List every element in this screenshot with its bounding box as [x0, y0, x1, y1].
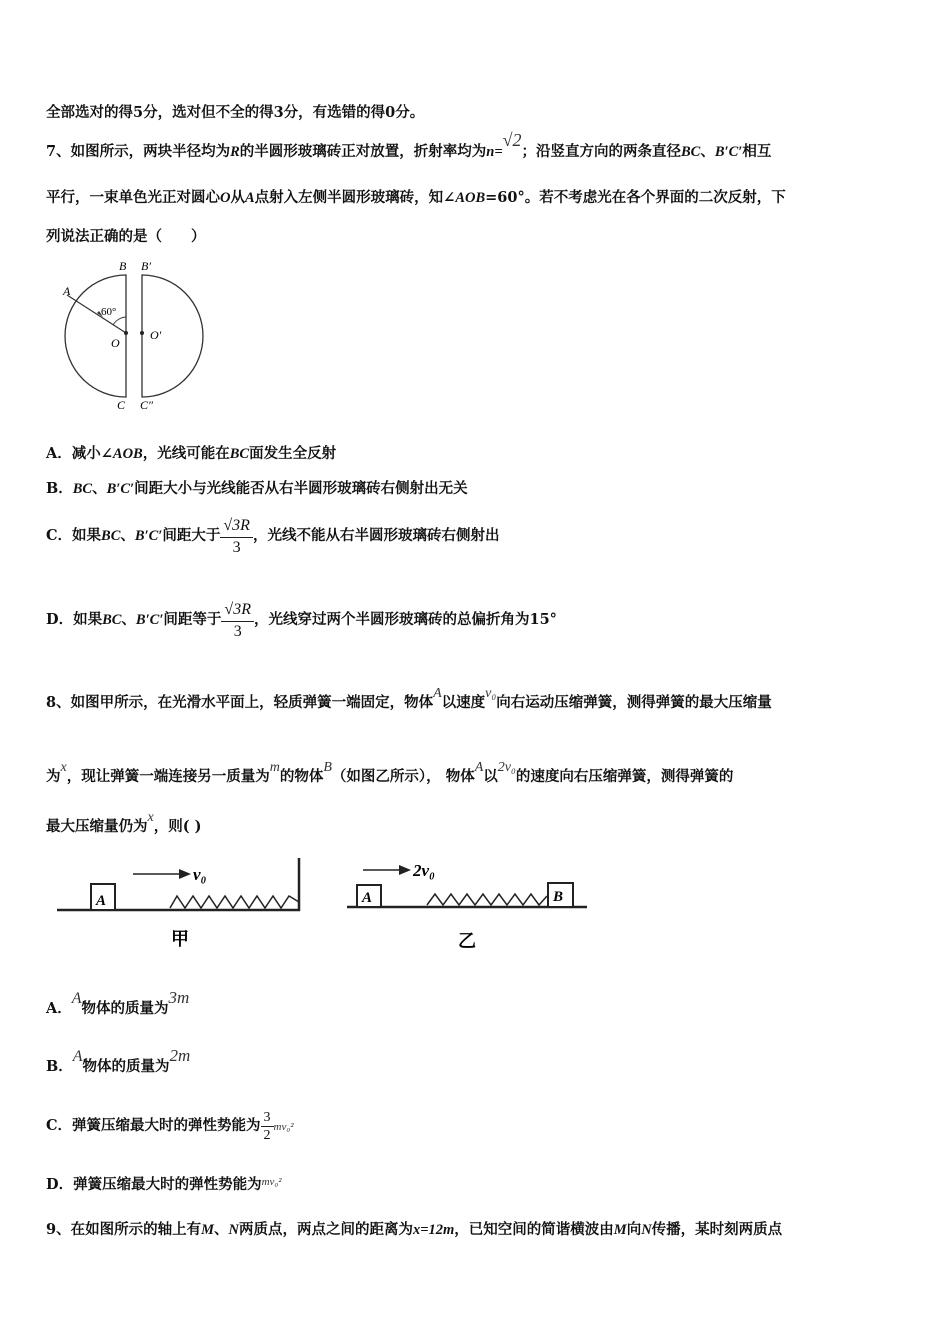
q9-n: N [228, 1222, 239, 1238]
frac-num: 3 [261, 1109, 274, 1127]
opt-text: A．减小∠ [46, 445, 113, 462]
q8-v0: v₀ [485, 686, 497, 701]
fraction-sqrt3r-over-3 [221, 599, 254, 642]
opt-text: 间距大小与光线能否从右半圆形玻璃砖右侧射出无关 [134, 480, 468, 497]
q8-a: A [474, 760, 484, 775]
q8-text: ，则( ) [153, 818, 202, 835]
opt-math: 3m [168, 988, 190, 1007]
q9-text: 传播，某时刻两质点 [651, 1221, 783, 1238]
frac-den: 3 [232, 538, 241, 556]
q8-text: 向右运动压缩弹簧，测得弹簧的最大压缩量 [496, 694, 772, 711]
frac-den: 2 [263, 1127, 271, 1143]
q7-text: 相互 [742, 143, 772, 160]
opt-text: 、 [121, 611, 136, 628]
intro-line: 全部选对的得5分，选对但不全的得3分，有选错的得0分。 [46, 104, 425, 121]
label-B: B [119, 259, 127, 273]
q7-bpcp: B′C′ [714, 144, 743, 160]
q7-aob: AOB [455, 190, 486, 206]
q8-option-d [46, 1170, 282, 1201]
opt-text: A． [46, 1000, 72, 1017]
q9-text: 、 [214, 1221, 229, 1238]
velocity-label: v₀ [193, 865, 207, 884]
q9-m: M [613, 1222, 627, 1238]
q7-line3: 列说法正确的是（ ） [46, 228, 206, 245]
q8-text: 的物体 [279, 768, 324, 785]
opt-math: B′C′ [134, 528, 163, 544]
q7-text: ；沿竖直方向的两条直径 [521, 143, 681, 160]
fraction-3-over-2 [261, 1109, 274, 1144]
opt-text: ，光线穿过两个半圆形玻璃砖的总偏折角为15° [253, 611, 557, 628]
label-O: O [111, 336, 120, 350]
opt-text: ，光线不能从右半圆形玻璃砖右侧射出 [252, 527, 500, 544]
spring-icon [170, 896, 299, 908]
q8-text: 为 [46, 768, 61, 785]
caption-jia: 甲 [171, 929, 189, 949]
q9-line1 [46, 1220, 782, 1240]
frac-num: √3R [220, 515, 253, 538]
opt-text: C．弹簧压缩最大时的弹性势能为 [46, 1117, 261, 1134]
opt-math: BC [102, 612, 122, 628]
q7-sqrt2: √2 [502, 130, 522, 150]
q7-text: 平行，一束单色光正对圆心 [46, 189, 220, 206]
q8-option-a [46, 988, 190, 1024]
opt-text: ，光线可能在 [142, 445, 230, 462]
q8-figure [55, 852, 595, 952]
q7-radius-symbol: R [230, 144, 240, 160]
fraction-sqrt3r-over-3 [220, 515, 253, 558]
frac-den: 3 [233, 622, 242, 640]
label-A: A [63, 284, 71, 298]
q7-option-d [46, 598, 557, 642]
q7-bc: BC [680, 144, 701, 160]
caption-yi: 乙 [458, 931, 476, 951]
label-C: C [117, 398, 126, 412]
q8-text: （如图乙所示）， 物体 [331, 768, 475, 785]
velocity-arrow-icon [399, 865, 411, 875]
opt-math: A [72, 1048, 83, 1065]
q8-line3 [46, 810, 202, 838]
label-angle: 60° [101, 306, 117, 318]
opt-text: C．如果 [46, 527, 102, 544]
q7-n-symbol: n= [486, 144, 503, 160]
opt-text: 、 [92, 480, 107, 497]
q8-text: 最大压缩量仍为 [46, 818, 148, 835]
q8-m: m [269, 760, 280, 775]
q7-text: 7、如图所示，两块半径均为 [46, 143, 231, 160]
q8-text: 8、如图甲所示，在光滑水平面上，轻质弹簧一端固定，物体 [46, 694, 434, 711]
q8-b: B [323, 760, 332, 775]
q8-text: 以速度 [441, 694, 486, 711]
opt-math: B′C′ [106, 481, 135, 497]
opt-math: BC [72, 481, 93, 497]
q9-n: N [641, 1222, 652, 1238]
opt-math: mv₀² [261, 1176, 282, 1188]
q8-option-c [46, 1104, 294, 1149]
q7-text: =60°。若不考虑光在各个界面的二次反射，下 [485, 189, 786, 206]
q8-text: 的速度向右压缩弹簧，测得弹簧的 [515, 768, 734, 785]
velocity-label: 2v₀ [413, 861, 435, 880]
opt-text: B． [46, 480, 73, 497]
opt-text: 间距等于 [163, 611, 222, 628]
label-Op: O′ [150, 328, 162, 342]
opt-math: BC [101, 528, 121, 544]
q7-text: 的半圆形玻璃砖正对放置，折射率均为 [239, 143, 487, 160]
q9-m: M [201, 1222, 214, 1238]
q9-text: 9、在如图所示的轴上有 [46, 1221, 202, 1238]
q8-x: x [60, 760, 67, 775]
q8-text: ，现让弹簧一端连接另一质量为 [66, 768, 270, 785]
q7-option-a [46, 444, 336, 464]
block-a-label: A [96, 893, 107, 909]
frac-num: √3R [221, 599, 254, 622]
opt-text: B． [46, 1058, 73, 1075]
opt-text: 物体的质量为 [81, 1000, 169, 1017]
block-a2-label: A [362, 890, 373, 906]
q7-figure [55, 255, 220, 415]
q7-line2 [46, 188, 786, 208]
q7-line1 [46, 130, 772, 162]
q7-option-c [46, 514, 499, 558]
opt-text: 物体的质量为 [82, 1058, 170, 1075]
q7-text: 从 [230, 189, 245, 206]
q7-option-b [46, 479, 468, 499]
q8-2v0: 2v₀ [497, 760, 516, 775]
light-ray [67, 295, 126, 333]
q7-text: 点射入左侧半圆形玻璃砖，知∠ [254, 189, 456, 206]
q7-a: A [244, 190, 255, 206]
opt-text: 、 [120, 527, 135, 544]
velocity-arrow-icon [179, 869, 191, 879]
spring-icon [427, 894, 547, 905]
q8-text: 以 [483, 768, 498, 785]
opt-text: D．如果 [46, 611, 103, 628]
label-Cp: C″ [140, 398, 154, 412]
opt-math: mv₀² [273, 1121, 294, 1133]
q9-text: ，已知空间的简谐横波由 [454, 1221, 614, 1238]
q8-a: A [433, 686, 442, 701]
opt-math: A [71, 990, 82, 1007]
q9-text: 两质点，两点之间的距离为 [238, 1221, 413, 1238]
opt-text: D．弹簧压缩最大时的弹性势能为 [46, 1176, 262, 1193]
q8-option-b [46, 1046, 191, 1082]
opt-text: 面发生全反射 [249, 445, 337, 462]
opt-math: B′C′ [135, 612, 164, 628]
q7-sep: 、 [700, 143, 715, 160]
label-Bp: B′ [141, 259, 151, 273]
opt-math: 2m [169, 1046, 191, 1065]
q9-text: 向 [626, 1221, 642, 1238]
q8-x: x [147, 810, 154, 825]
q8-line1 [46, 686, 772, 714]
opt-math: AOB [112, 446, 143, 462]
opt-math: BC [229, 446, 250, 462]
q7-o: O [220, 190, 231, 206]
q9-x: x=12m [412, 1222, 455, 1238]
q8-line2 [46, 760, 734, 788]
opt-text: 间距大于 [162, 527, 221, 544]
block-b-label: B [553, 889, 564, 905]
